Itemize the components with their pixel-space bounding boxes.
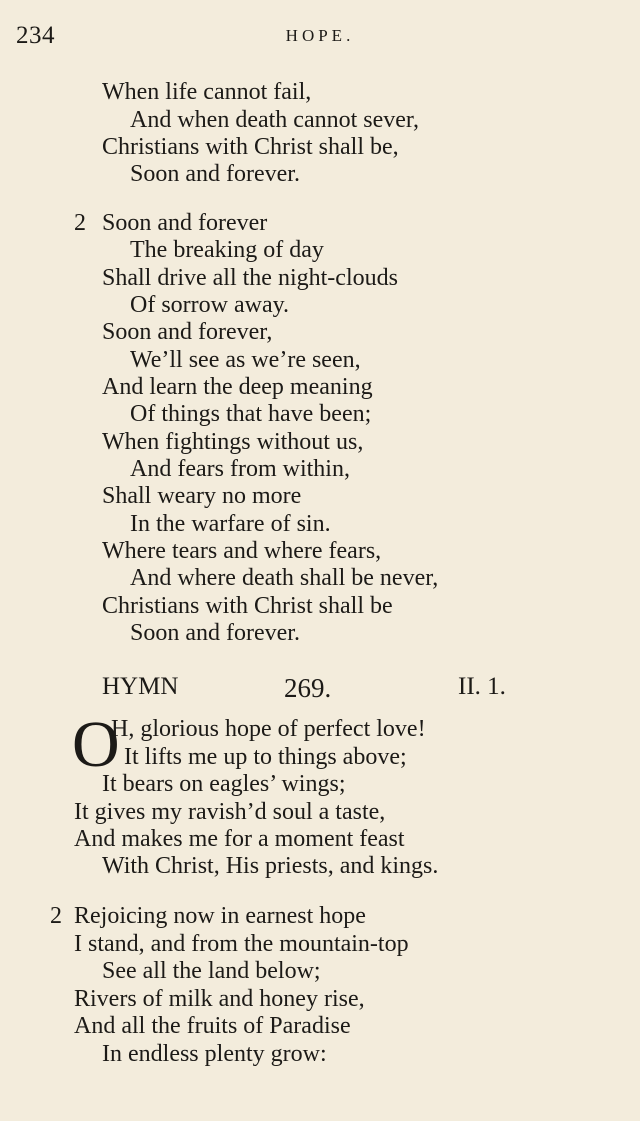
verse-line: And makes me for a moment feast [74,826,405,852]
hymn-number: 269. [284,673,332,703]
verse-line: I stand, and from the mountain-top [74,931,409,957]
verse-line: With Christ, His priests, and kings. [102,853,439,879]
verse-line: Rivers of milk and honey rise, [74,986,365,1012]
page-header [16,22,624,52]
verse-line: And learn the deep meaning [102,374,373,400]
verse-line: Soon and forever. [130,161,300,187]
verse-line: The breaking of day [130,237,324,263]
page-number: 234 [16,22,55,49]
verse-line: In the warfare of sin. [130,511,331,537]
running-title: HOPE. [285,26,355,45]
verse-line: Shall weary no more [102,483,302,509]
verse-line: We’ll see as we’re seen, [130,347,361,373]
stanza-number: 2 [50,903,62,929]
hymn-meter: II. 1. [458,673,506,700]
verse-line: And when death cannot sever, [130,107,419,133]
verse-line: Soon and forever [102,210,268,236]
verse-line: Rejoicing now in earnest hope [74,903,366,929]
verse-line: See all the land below; [102,958,321,984]
verse-line: Soon and forever. [130,620,300,646]
verse-line: Shall drive all the night-clouds [102,265,398,291]
verse-line: And fears from within, [130,456,350,482]
verse-line: It gives my ravish’d soul a taste, [74,799,386,825]
stanza-number: 2 [74,210,86,236]
verse-line: Of sorrow away. [130,292,290,318]
hymn-label: HYMN [102,673,179,700]
verse-line: In endless plenty grow: [102,1041,327,1067]
verse-line: It lifts me up to things above; [124,744,407,770]
drop-cap: O [72,708,120,781]
verse-line: It bears on eagles’ wings; [102,771,346,797]
verse-line: When fightings without us, [102,429,364,455]
verse-line: And all the fruits of Paradise [74,1013,351,1039]
verse-line: Of things that have been; [130,401,372,427]
verse-line: And where death shall be never, [130,565,439,591]
verse-line: Soon and forever, [102,319,273,345]
hymn-heading [102,673,526,705]
verse-line: H, glorious hope of perfect love! [111,716,426,742]
verse-line: Where tears and where fears, [102,538,382,564]
verse-line: Christians with Christ shall be, [102,134,399,160]
verse-line: When life cannot fail, [102,79,312,105]
verse-line: Christians with Christ shall be [102,593,393,619]
